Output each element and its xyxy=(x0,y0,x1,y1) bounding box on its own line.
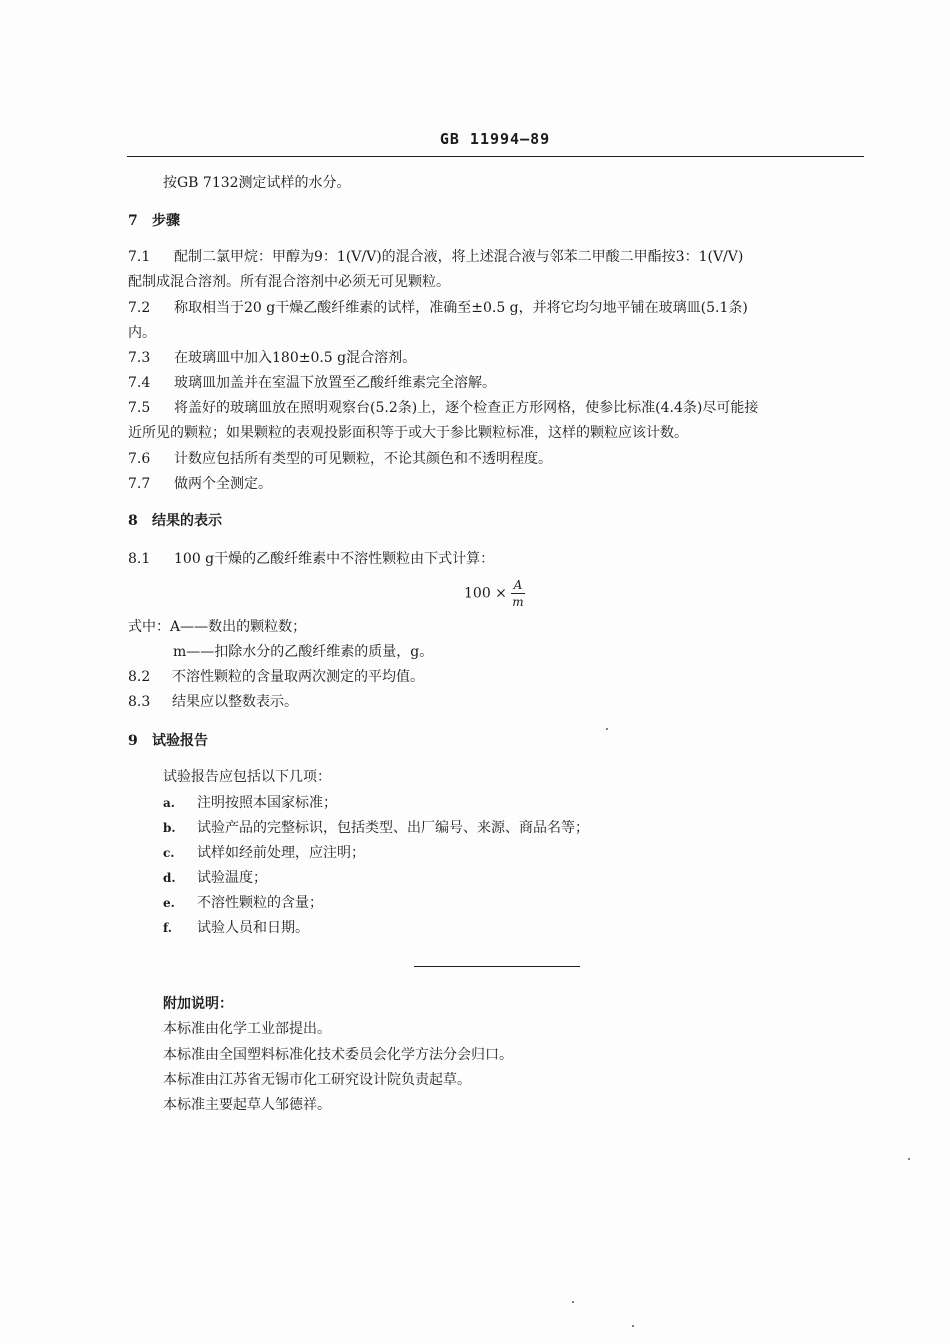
item-text: 将盖好的玻璃皿放在照明观察台(5.2条)上，逐个检查正方形网格，使参比标准(4.4条)尽可能接 xyxy=(174,400,759,416)
item-number: 8.1 xyxy=(128,551,151,567)
item-text: 试验产品的完整标识，包括类型、出厂编号、来源、商品名等； xyxy=(197,820,589,836)
formula-fraction xyxy=(511,578,525,609)
formula xyxy=(464,578,525,609)
step-7-5-cont: 近所见的颗粒；如果颗粒的表观投影面积等于或大于参比颗粒标准，这样的颗粒应该计数。 xyxy=(128,425,688,441)
item-label: e. xyxy=(163,896,175,910)
report-item-a xyxy=(163,793,337,813)
item-text: 试验人员和日期。 xyxy=(197,920,309,936)
section-title: 步骤 xyxy=(152,213,180,229)
item-text: 结果应以整数表示。 xyxy=(172,694,298,710)
result-8-3 xyxy=(128,692,298,712)
section-number: 8 xyxy=(128,513,138,529)
item-label: a. xyxy=(163,796,175,810)
item-text: 做两个全测定。 xyxy=(174,476,272,492)
report-item-f xyxy=(163,918,309,938)
item-text: 在玻璃皿中加入180±0.5 g混合溶剂。 xyxy=(174,350,417,366)
scan-speck xyxy=(572,1301,574,1303)
item-number: 8.2 xyxy=(128,669,151,685)
formula-where: 式中：A——数出的颗粒数； xyxy=(128,619,307,635)
appendix-line: 本标准由全国塑料标准化技术委员会化学方法分会归口。 xyxy=(163,1047,513,1063)
document-header: GB 11994—89 xyxy=(439,130,551,148)
item-number: 7.3 xyxy=(128,350,151,366)
item-label: c. xyxy=(163,846,175,860)
formula-denominator: m xyxy=(512,595,524,609)
result-8-1 xyxy=(128,549,494,569)
fraction-bar xyxy=(511,593,525,594)
formula-where-2: m——扣除水分的乙酸纤维素的质量，g。 xyxy=(173,644,434,660)
appendix-line: 本标准由化学工业部提出。 xyxy=(163,1021,331,1037)
scan-speck xyxy=(606,728,608,730)
report-item-b xyxy=(163,818,589,838)
scan-speck xyxy=(632,1325,634,1327)
step-7-1-cont: 配制成混合溶剂。所有混合溶剂中必须无可见颗粒。 xyxy=(128,274,450,290)
step-7-2 xyxy=(128,298,748,318)
formula-numerator: A xyxy=(513,578,523,592)
section-8-heading xyxy=(128,511,222,531)
item-label: d. xyxy=(163,871,176,885)
report-item-e xyxy=(163,893,323,913)
step-7-2-cont: 内。 xyxy=(128,325,156,341)
report-intro: 试验报告应包括以下几项： xyxy=(163,769,331,785)
item-text: 100 g干燥的乙酸纤维素中不溶性颗粒由下式计算： xyxy=(174,551,495,567)
item-label: b. xyxy=(163,821,176,835)
section-9-heading xyxy=(128,731,208,751)
appendix-line: 本标准主要起草人邹德祥。 xyxy=(163,1097,331,1113)
item-number: 8.3 xyxy=(128,694,151,710)
item-text: 注明按照本国家标准； xyxy=(197,795,337,811)
item-number: 7.7 xyxy=(128,476,151,492)
item-number: 7.4 xyxy=(128,375,151,391)
item-number: 7.6 xyxy=(128,451,151,467)
item-label: f. xyxy=(163,921,172,935)
step-7-1 xyxy=(128,247,743,267)
header-rule xyxy=(127,156,864,157)
step-7-3 xyxy=(128,348,416,368)
appendix-title: 附加说明： xyxy=(163,996,233,1012)
section-number: 9 xyxy=(128,733,138,749)
step-7-5 xyxy=(128,398,758,418)
item-text: 配制二氯甲烷：甲醇为9：1(V/V)的混合液，将上述混合液与邻苯二甲酸二甲酯按3：1(V/V) xyxy=(174,249,744,265)
section-7-heading xyxy=(128,211,180,231)
section-title: 试验报告 xyxy=(152,733,208,749)
item-number: 7.5 xyxy=(128,400,151,416)
report-item-c xyxy=(163,843,365,863)
report-item-d xyxy=(163,868,267,888)
item-text: 不溶性颗粒的含量取两次测定的平均值。 xyxy=(172,669,424,685)
item-text: 不溶性颗粒的含量； xyxy=(197,895,323,911)
step-7-6 xyxy=(128,449,552,469)
appendix-line: 本标准由江苏省无锡市化工研究设计院负责起草。 xyxy=(163,1072,471,1088)
step-7-7 xyxy=(128,474,272,494)
result-8-2 xyxy=(128,667,424,687)
item-number: 7.1 xyxy=(128,249,151,265)
item-text: 试样如经前处理，应注明； xyxy=(197,845,365,861)
item-text: 计数应包括所有类型的可见颗粒，不论其颜色和不透明程度。 xyxy=(174,451,552,467)
step-7-4 xyxy=(128,373,496,393)
item-text: 玻璃皿加盖并在室温下放置至乙酸纤维素完全溶解。 xyxy=(174,375,496,391)
section-number: 7 xyxy=(128,213,138,229)
item-number: 7.2 xyxy=(128,300,151,316)
item-text: 称取相当于20 g干燥乙酸纤维素的试样，准确至±0.5 g，并将它均匀地平铺在玻璃皿(5.1条) xyxy=(174,300,748,316)
formula-prefix: 100 × xyxy=(464,585,507,602)
section-title: 结果的表示 xyxy=(152,513,222,529)
intro-text: 按GB 7132测定试样的水分。 xyxy=(163,175,351,191)
end-rule xyxy=(414,966,580,967)
item-text: 试验温度； xyxy=(197,870,267,886)
scan-speck xyxy=(908,1158,910,1160)
